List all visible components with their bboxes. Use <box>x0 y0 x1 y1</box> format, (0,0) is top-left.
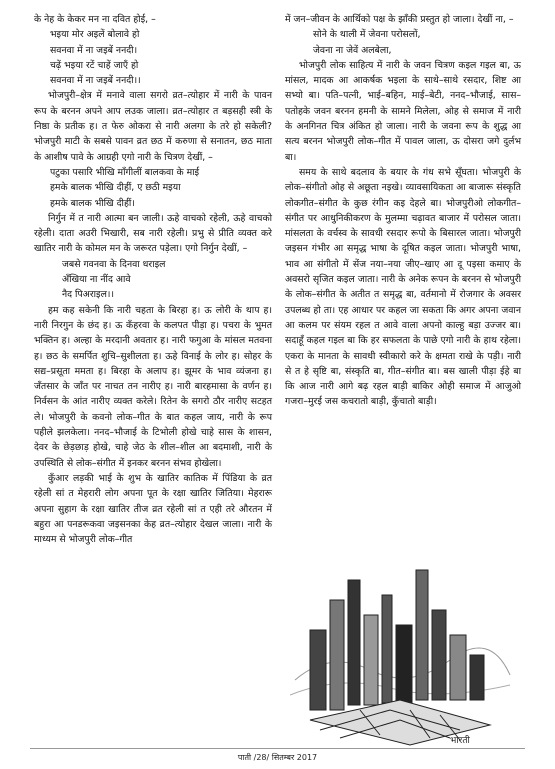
paragraph-vrat-list: कुँआर लड़की भाई के शुभ के खातिर कातिक में पिंडिया के व्रत रहेली सां त मेहरारी लोग अपना पूत के रक्षा खातिर जितिया। मेहरारू अपना सुहाग के रक्षा खातिर तीज व्रत रहेली सां त एही तरे औरतन में बहुरा आ पनडरूकवा जइसनका केह व्रत–त्योहार देखल जाला। नारी के माध्यम से भोजपुरी लोक–गीत <box>34 472 272 546</box>
paragraph-lok-sahitya: भोजपुरी लोक साहित्य में नारी के जवन चित्रण कइल गइल बा, ऊ मांसल, मादक आ आकर्षक भइला के साथे–साथे रसदार, शिष्ट आ सभ्यो बा। पति–पत्नी, भाई–बहिन, माई–बेटी, ननद–भौजाई, सास–पतोहके जवन बरनन हमनी के सामने मिलेला, ओह से समाज में नारी के अनगिनत चित्र अंकित हो जाला। नारी के जवना रूप के शुद्ध आ सत्य बरनन भोजपुरी लोक–गीत में पावल जाला, ऊ दोसरा जगे दुर्लभ बा। <box>285 59 521 163</box>
verse-line: अँखिया ना नींद आवे <box>62 274 131 286</box>
folk-song-sawan <box>34 27 272 88</box>
folk-song-nirgun <box>34 257 272 303</box>
verse-line: हमके बालक भीखि दीहीं, ए छठी मइया <box>50 182 181 194</box>
paragraph-nari-roop: हम कह सकेनी कि नारी चहता के बिरहा ह। ऊ लोरी के थाप ह। नारी निरगुन के छंद ह। ऊ कँहरवा के कलपत पीड़ा ह। पचरा के भुमत भक्तिन ह। अल्हा के मरदानी अवतार ह। नारी फगुआ के मांसल मतवना ह। छठ के समर्पित शुचि–सुशीलता ह। ऊहे विनाई के लोर ह। सोहर के सद्य–प्रसूता ममता ह। बिरहा के अलाप ह। झूमर के भाव व्यंजना ह। जँतसार के जाँत पर नाचत तन नारीए ह। नारी बारहमासा के वर्णन ह। निर्वसन के आंत नारीए व्यक्त करेले। रितेन के सगरो ठौर नारीए सटहत ले। भोजपुरी के कवनो लोक–गीत के बात कहल जाय, नारी के रूप पहीले झलकेला। ननद–भौजाई के टिभोली होखे चाहे सास के शासन, देवर के छेड़छाड़ होखे, चाहे जेठ के शील–शील आ बदमाशी, नारी के उपस्थिति से लोक–संगीत में इनकर बरनन संभव होखेला। <box>34 304 272 469</box>
verse-line: भइया मोर अइलें बोलावे हो <box>50 29 140 41</box>
verse-line: पटुका पसारि भीखि माँगीलीं बालकवा के माई <box>50 166 200 178</box>
verse-line: जबसे गवनवा के दिनवा धराइल <box>62 258 166 270</box>
right-column <box>285 12 521 410</box>
verse-line: चढ़ें भइया रटें चाहें जाएँ हो <box>50 59 139 71</box>
verse-line: सवनवा में ना जइबें ननदी। <box>50 44 138 56</box>
verse-line: हमके बालक भीखि दीहीं। <box>50 197 135 209</box>
paragraph-vrat-tyohar: भोजपुरी–क्षेत्र में मनावे वाला सगरो व्रत–त्योहार में नारी के पावन रूप के बरनन अपने आप लउक जाला। व्रत–त्योहार त बड़सही स्त्री के निष्ठा के प्रतीक ह। त फेरु ओकरा से नारी अलगा के तरे हो सकेली? भोजपुरी माटी के सबसे पावन व्रत छठ में करुणा से सनातन, छठ माता के आशीष पावे के आग्रही एगो नारी के चित्रण देखीं, – <box>34 90 272 163</box>
left-intro-line: के नेह के केकर मन ना दवित होई, – <box>34 14 156 25</box>
verse-line: जेवना ना जेवें अलबेला, <box>313 44 392 56</box>
left-column <box>34 12 272 547</box>
paragraph-badlav: समय के साथे बदलाव के बयार के गंध सभे सूँघता। भोजपुरी के लोक–संगीतो ओह से अछूता नइखे। व्यावसायिकता आ बाजारू संस्कृति लोकगीत–संगीत के कुछ रंगीन कइ देहले बा। भोजपुरीओ लोकगीत–संगीत पर आधुनिकीकरण के मुलम्मा चढ़ावत बाजार में परोसल जाता। मांसलता के वर्चस्व के सावधी रसदार रूपो के बिसारल जाता। भोजपुरी जइसन गंभीर आ समृद्ध भाषा के दूषित कइल जाता। भोजपुरी भाषा, भाव आ संगीतो में सेंज नया–नया जीए–खाए आ दू पइसा कमाए के अवसरो सृजित कइल जाता। नारी के अनेक रूपन के बरनन से भोजपुरी के लोक–संगीत के अतीत त समृद्ध बा, वर्तमानो में रोजगार के अवसर उपलब्ध हो ता। एह आधार पर कहल जा सकता कि अगर अपना जवान आ कलम पर संयम रहल त आवे वाला अपनो काल्हु बड़ा उज्जर बा। सदाहूँ कहल गइल बा कि हर सफलता के पाछे एगो नारी के हाथ रहेला। एकरा के मानता के सावधी स्वीकारो करे के क्षमता राखे के पड़ी। नारी से त हे सृष्टि बा, संस्कृति बा, गीत–संगीत बा। बस खाली पीड़ा ईहे बा कि आज नारी आगे बढ़ रहल बाड़ी बाकिर ओही समाज में आजुओ गजरा–मुरई जस कचरातो बाड़ी, कुँचातो बाड़ी। <box>285 166 521 408</box>
folk-song-jevna <box>285 27 521 58</box>
artist-signature: भारती <box>450 736 470 746</box>
right-intro-line: में जन–जीवन के आर्थिको पक्ष के झाँकी प्रस्तुत हो जाला। देखीं ना, – <box>285 14 514 25</box>
folk-song-chhath <box>34 165 272 211</box>
city-sketch-illustration <box>290 560 515 750</box>
verse-line: सोने के थाली में जेवना परोसलों, <box>313 29 421 41</box>
verse-line: सवनवा में ना जइबें ननदी।। <box>50 75 141 87</box>
paragraph-nirgun: निर्गुन में त नारी आत्मा बन जाली। ऊहे वाचको रहेली, ऊहे वाचको रहेली। दाता अउरी भिखारी, सब नारी रहेली। प्रभु से प्रीति व्यक्त करे खातिर नारी के कोमल मन के जरूरत पड़ेला। एगो निर्गुन देखीं, – <box>34 212 272 255</box>
verse-line: नैद पिअराइल।। <box>62 289 114 301</box>
footer-divider <box>30 748 525 749</box>
page-footer: पाती /28/ सितम्बर 2017 <box>237 753 318 762</box>
